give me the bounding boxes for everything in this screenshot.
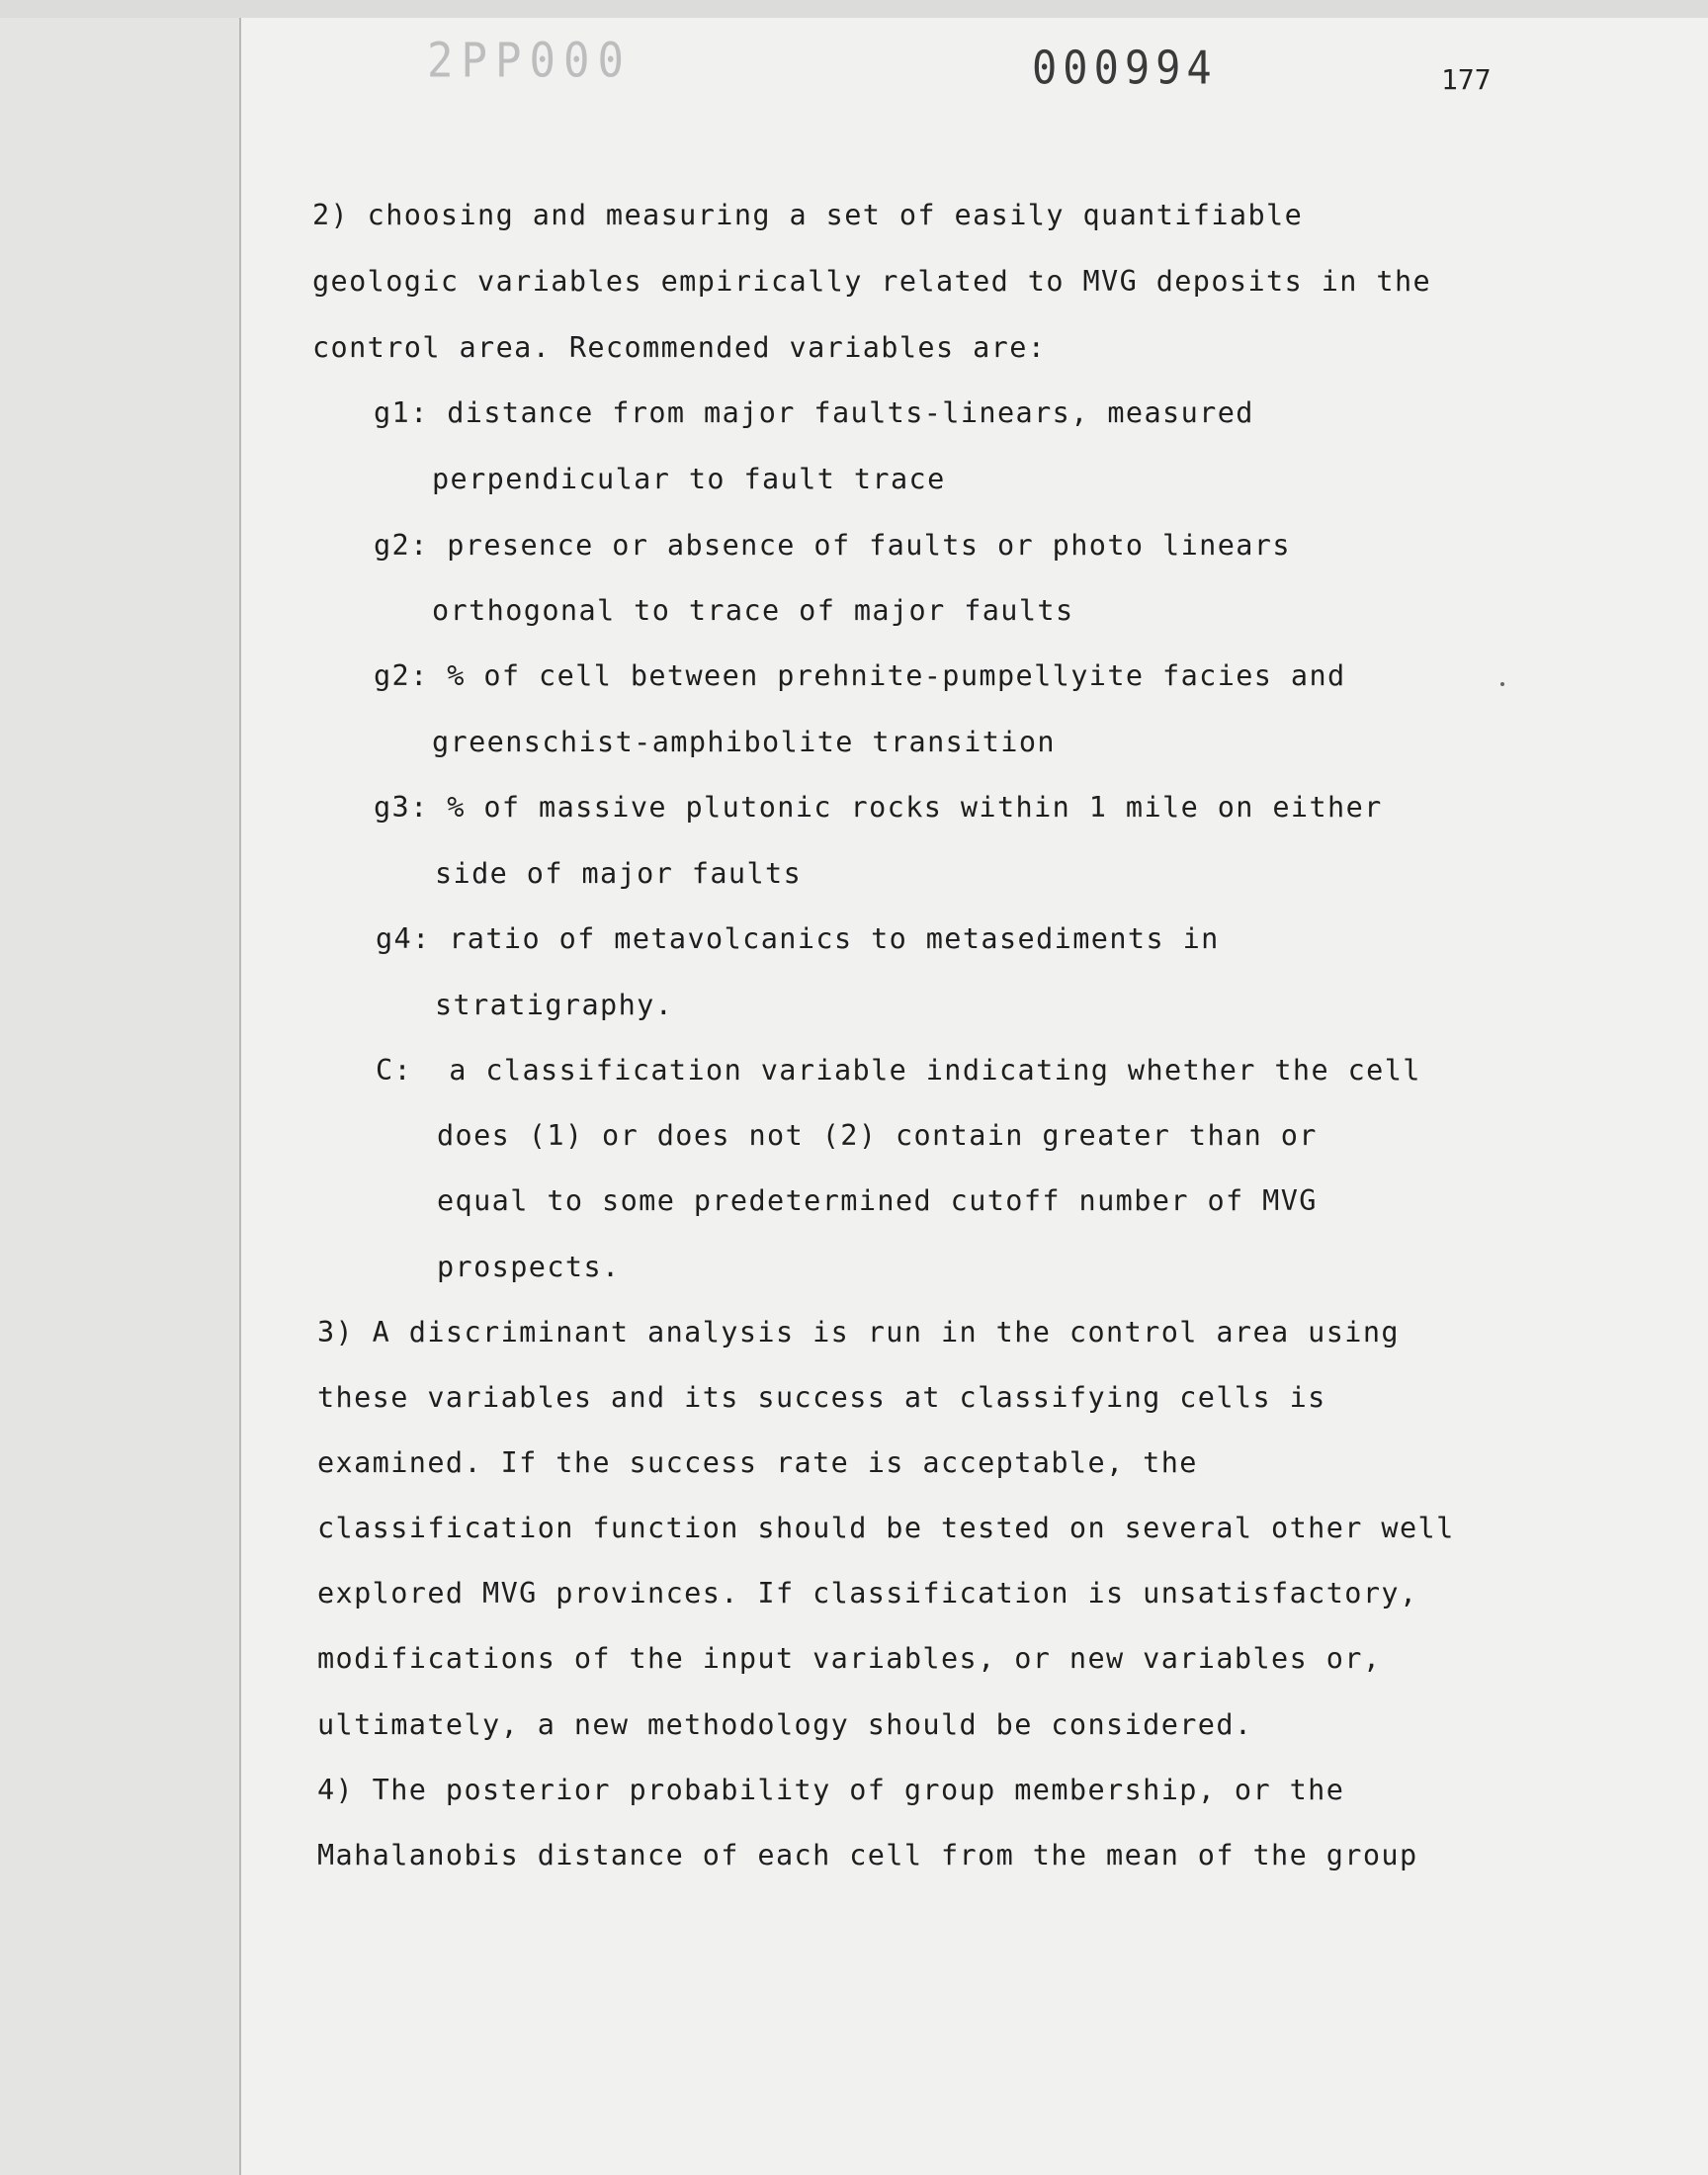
text-line: orthogonal to trace of major faults <box>432 594 1074 627</box>
text-line: ultimately, a new methodology should be considered. <box>317 1708 1253 1741</box>
text-line: classification function should be tested on several other well <box>317 1512 1455 1544</box>
text-line: 3) A discriminant analysis is run in the control area using <box>317 1316 1400 1348</box>
text-line: geologic variables empirically related to MVG deposits in the <box>312 265 1432 298</box>
text-line: 4) The posterior probability of group membership, or the <box>317 1774 1345 1806</box>
text-line: 2) choosing and measuring a set of easily quantifiable <box>312 199 1304 231</box>
text-line: equal to some predetermined cutoff number of MVG <box>437 1184 1318 1217</box>
text-line: explored MVG provinces. If classification is unsatisfactory, <box>317 1577 1418 1610</box>
text-line: Mahalanobis distance of each cell from the mean of the group <box>317 1839 1418 1871</box>
text-line: control area. Recommended variables are: <box>312 331 1047 364</box>
text-line: side of major faults <box>435 857 803 890</box>
text-line: does (1) or does not (2) contain greater than or <box>437 1119 1318 1152</box>
text-line: these variables and its success at classifying cells is <box>317 1381 1326 1414</box>
text-line: greenschist-amphibolite transition <box>432 726 1056 758</box>
text-line: g2: presence or absence of faults or photo linears <box>374 529 1291 562</box>
text-line: g3: % of massive plutonic rocks within 1 mile on either <box>374 791 1383 824</box>
text-line: perpendicular to fault trace <box>432 463 946 495</box>
text-line: g2: % of cell between prehnite-pumpellyite facies and <box>374 659 1346 692</box>
faint-stamp: 2PP000 <box>427 33 632 89</box>
text-line: C: a classification variable indicating whether the cell <box>376 1054 1421 1087</box>
text-line: stratigraphy. <box>435 989 674 1021</box>
text-line: examined. If the success rate is acceptable, the <box>317 1446 1198 1479</box>
text-line: modifications of the input variables, or new variables or, <box>317 1642 1382 1675</box>
text-line: prospects. <box>437 1251 621 1283</box>
text-line: g4: ratio of metavolcanics to metasediments in <box>376 922 1220 955</box>
bates-number: 000994 <box>1032 41 1218 95</box>
text-line: g1: distance from major faults-linears, measured <box>374 396 1254 429</box>
page-number: 177 <box>1441 63 1492 96</box>
